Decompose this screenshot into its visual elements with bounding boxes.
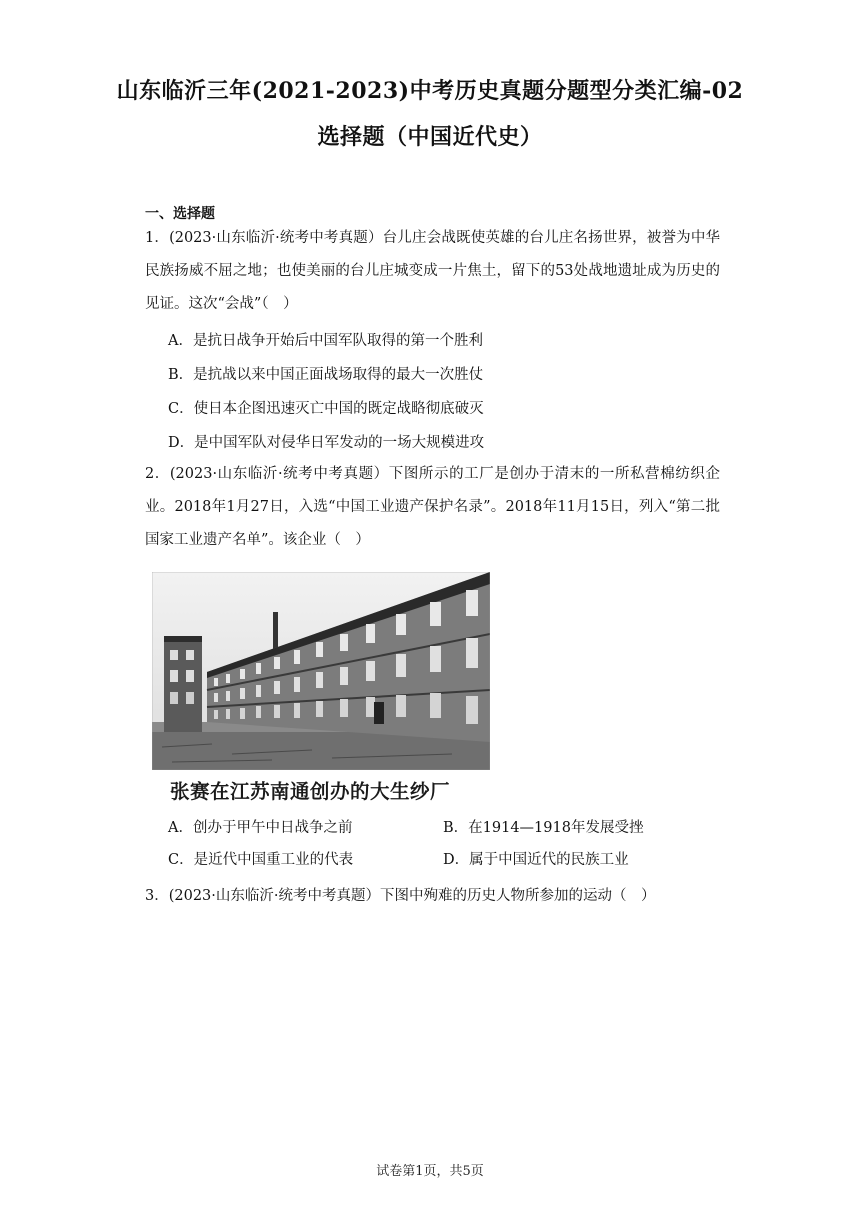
question-3-stem: 3．(2023·山东临沂·统考中考真题）下图中殉难的历史人物所参加的运动（ ） xyxy=(145,888,656,904)
question-1-option-d[interactable]: D．是中国军队对侵华日军发动的一场大规模进攻 xyxy=(168,435,485,451)
question-2-option-c[interactable]: C．是近代中国重工业的代表 xyxy=(168,852,354,868)
question-1-option-b[interactable]: B．是抗战以来中国正面战场取得的最大一次胜仗 xyxy=(168,367,484,383)
question-1-option-c[interactable]: C．使日本企图迅速灭亡中国的既定战略彻底破灭 xyxy=(168,401,484,417)
question-2-stem: 2．(2023·山东临沂·统考中考真题）下图所示的工厂是创办于清末的一所私营棉纺织企业。2018年1月27日，入选“中国工业遗产保护名录”。2018年11月15日，列入“第二批国家工业遗产名单”。该企业（ ） xyxy=(145,466,720,548)
document-title-line2: 选择题（中国近代史） xyxy=(317,124,543,150)
question-1-stem: 1．(2023·山东临沂·统考中考真题）台儿庄会战既使英雄的台儿庄名扬世界，被誉为中华民族扬威不屈之地；也使美丽的台儿庄城变成一片焦土，留下的53处战地遗址成为历史的见证。这次“会战”（ ） xyxy=(145,230,720,312)
question-1-option-a[interactable]: A．是抗日战争开始后中国军队取得的第一个胜利 xyxy=(168,333,483,349)
page-footer: 试卷第1页，共5页 xyxy=(376,1164,484,1179)
document-title-line1: 山东临沂三年(2021-2023)中考历史真题分题型分类汇编-02 xyxy=(116,78,744,104)
factory-photo-caption: 张赛在江苏南通创办的大生纱厂 xyxy=(170,780,451,803)
section-heading: 一、选择题 xyxy=(145,206,215,222)
question-2-option-d[interactable]: D．属于中国近代的民族工业 xyxy=(443,852,629,868)
question-2-option-a[interactable]: A．创办于甲午中日战争之前 xyxy=(168,820,353,836)
factory-photo xyxy=(152,572,490,770)
question-2-option-b[interactable]: B．在1914—1918年发展受挫 xyxy=(443,820,644,836)
